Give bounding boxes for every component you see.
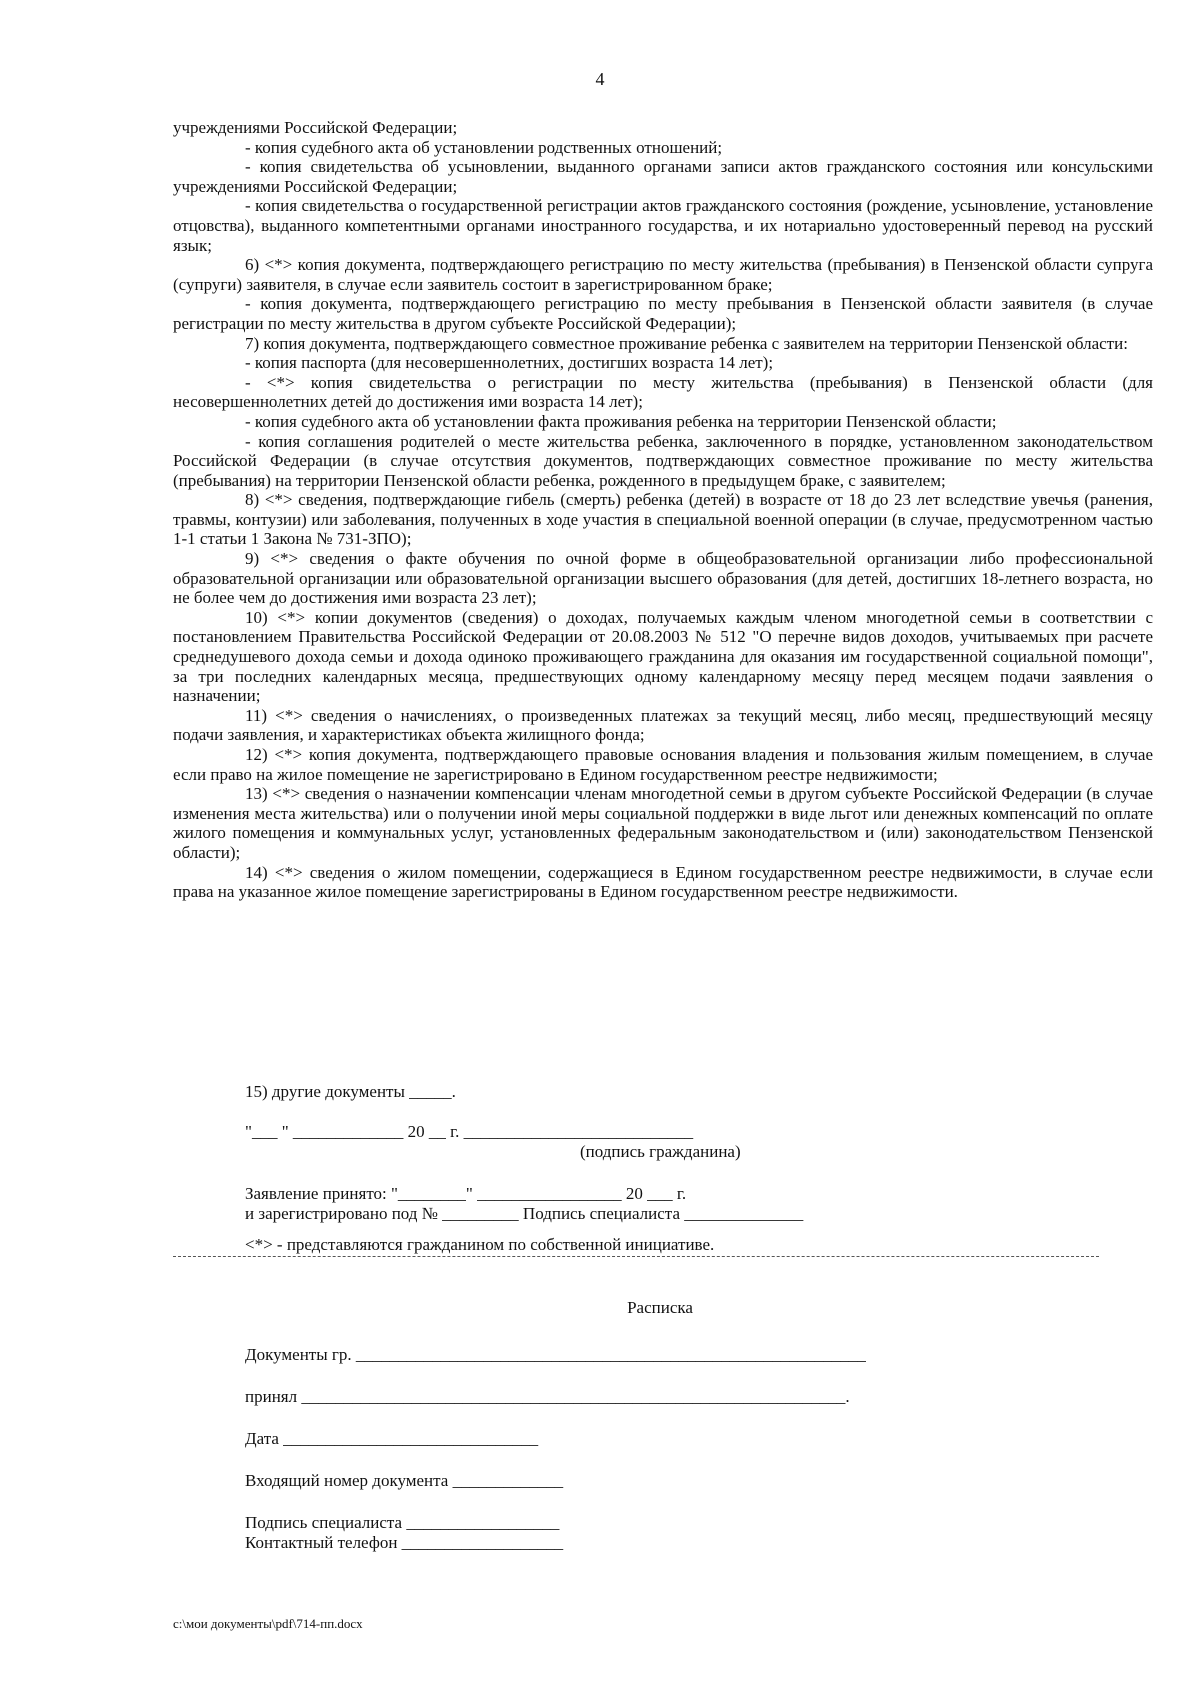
footer-file-path: c:\мои документы\pdf\714-пп.docx xyxy=(173,1616,363,1631)
receipt-accepted-line: принял ________________________________________________________________. xyxy=(245,1387,850,1406)
receipt-specialist-contact xyxy=(245,1513,1145,1552)
receipt-documents-line: Документы гр. ____________________________________________________________ xyxy=(245,1345,866,1364)
receipt-date-line: Дата ______________________________ xyxy=(245,1429,539,1448)
paragraph: - копия документа, подтверждающего регистрацию по месту пребывания в Пензенской области заявителя (в случае регистрации по месту жительства в другом субъекте Российской Федерации); xyxy=(173,294,1153,333)
accepted-line: Заявление принято: "________" _________________ 20 ___ г. xyxy=(245,1184,687,1203)
paragraph: - копия свидетельства об усыновлении, выданного органами записи актов гражданского состояния или консульскими учреждениями Российской Федерации; xyxy=(173,157,1153,196)
date-signature-block xyxy=(245,1122,1145,1161)
receipt-title: Расписка xyxy=(627,1298,693,1317)
footnote-text: <*> - представляются гражданином по собственной инициативе. xyxy=(245,1235,715,1254)
paragraph: 6) <*> копия документа, подтверждающего регистрацию по месту жительства (пребывания) в Пензенской области супруга (супруги) заявителя, в случае если заявитель состоит в зарегистрированном браке; xyxy=(173,255,1153,294)
paragraph: учреждениями Российской Федерации; xyxy=(173,118,458,137)
signature-caption: (подпись гражданина) xyxy=(580,1141,741,1161)
other-documents-text: 15) другие документы _____. xyxy=(245,1082,456,1101)
paragraph: 12) <*> копия документа, подтверждающего правовые основания владения и пользования жилым помещением, в случае если право на жилое помещение не зарегистрировано в Едином государственном реестре недвижимости; xyxy=(173,745,1153,784)
cut-line-divider xyxy=(173,1256,1099,1257)
acceptance-block xyxy=(245,1184,1145,1223)
receipt-contact-phone-line: Контактный телефон ___________________ xyxy=(245,1532,564,1552)
receipt-incoming-number xyxy=(245,1471,1145,1491)
paragraph: - копия судебного акта об установлении факта проживания ребенка на территории Пензенской области; xyxy=(245,411,997,431)
paragraph: 8) <*> сведения, подтверждающие гибель (смерть) ребенка (детей) в возрасте от 18 до 23 лет вследствие увечья (ранения, травмы, контузии) или заболевания, полученных в ходе участия в специальной военной операции (в случае, предусмотренном частью 1-1 статьи 1 Закона № 731-ЗПО); xyxy=(173,490,1153,549)
receipt-specialist-signature-line: Подпись специалиста __________________ xyxy=(245,1513,560,1532)
page-number: 4 xyxy=(595,69,605,89)
paragraph: - копия паспорта (для несовершеннолетних, достигших возраста 14 лет); xyxy=(245,353,774,373)
document-body xyxy=(173,118,1153,902)
receipt-accepted xyxy=(245,1387,1145,1407)
paragraph: 9) <*> сведения о факте обучения по очной форме в общеобразовательной организации либо профессиональной образовательной организации или образовательной организации высшего образования (для детей, достигших 18-летнего возраста, но не более чем до достижения ими возраста 23 лет); xyxy=(173,549,1153,608)
paragraph: 11) <*> сведения о начислениях, о произведенных платежах за текущий месяц, либо месяц, предшествующий месяцу подачи заявления, и характеристиках объекта жилищного фонда; xyxy=(173,705,1153,745)
date-signature-line: "___ " _____________ 20 __ г. ___________________________ xyxy=(245,1122,694,1141)
paragraph: 13) <*> сведения о назначении компенсации членам многодетной семьи в другом субъекте Российской Федерации (в случае изменения места жительства) или о получении иной меры социальной поддержки в виде льгот или денежных компенсаций по оплате жилого помещения и коммунальных услуг, установленных федеральным законодательством и (или) законодательством Пензенской области); xyxy=(173,784,1153,862)
other-documents-line xyxy=(245,1082,1145,1102)
registered-line: и зарегистрировано под № _________ Подпись специалиста ______________ xyxy=(245,1203,804,1223)
receipt-date xyxy=(245,1429,1145,1449)
paragraph: - копия свидетельства о государственной регистрации актов гражданского состояния (рождение, усыновление, установление отцовства), выданного компетентными органами иностранного государства, и их нотариально удостоверенный перевод на русский язык; xyxy=(173,196,1153,255)
paragraph: - копия соглашения родителей о месте жительства ребенка, заключенного в порядке, установленном законодательством Российской Федерации (в случае отсутствия документов, подтверждающих совместное проживание по месту жительства (пребывания) на территории Пензенской области ребенка, рожденного в предыдущем браке, с заявителем; xyxy=(173,431,1153,490)
footnote xyxy=(245,1235,1145,1255)
paragraph: 14) <*> сведения о жилом помещении, содержащиеся в Едином государственном реестре недвижимости, в случае если права на указанное жилое помещение зарегистрированы в Едином государственном реестре недвижимости. xyxy=(173,862,1153,902)
paragraph: - копия судебного акта об установлении родственных отношений; xyxy=(245,137,723,157)
receipt-incoming-number-line: Входящий номер документа _____________ xyxy=(245,1471,564,1490)
paragraph: 10) <*> копии документов (сведения) о доходах, получаемых каждым членом многодетной семьи в соответствии с постановлением Правительства Российской Федерации от 20.08.2003 № 512 "О перечне видов доходов, учитываемых при расчете среднедушевого дохода семьи и дохода одиноко проживающего гражданина для оказания им государственной социальной помощи", за три последних календарных месяца, предшествующих одному календарному месяцу перед месяцем подачи заявления о назначении; xyxy=(173,607,1153,706)
paragraph: 7) копия документа, подтверждающего совместное проживание ребенка с заявителем на территории Пензенской области: xyxy=(245,333,1128,353)
receipt-documents xyxy=(245,1345,1145,1365)
paragraph: - <*> копия свидетельства о регистрации по месту жительства (пребывания) в Пензенской области (для несовершеннолетних детей до достижения ими возраста 14 лет); xyxy=(173,372,1153,412)
